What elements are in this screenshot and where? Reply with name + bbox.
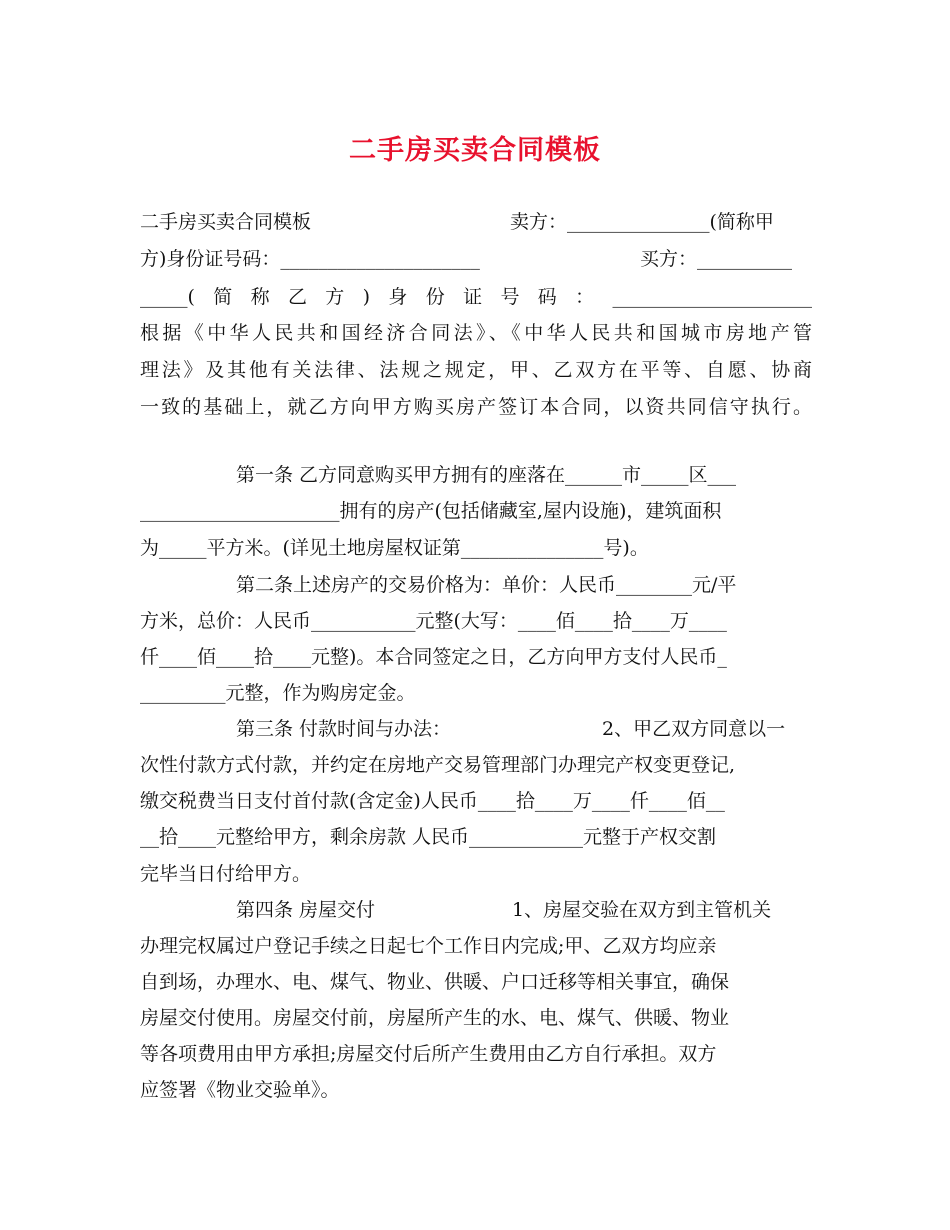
article-4-line-1	[236, 891, 812, 929]
article-4-line-6: 应签署《物业交验单》。	[140, 1079, 340, 1101]
doc-subtitle: 二手房买卖合同模板	[140, 211, 312, 233]
buyer-field: 买方：__________	[640, 248, 793, 270]
article-3-line-4: __拾____元整给甲方，剩余房款 人民币____________元整于产权交割	[140, 826, 717, 848]
article-1-line-1: 第一条 乙方同意购买甲方拥有的座落在______市_____区___	[236, 464, 737, 486]
article-4-line-3: 自到场，办理水、电、煤气、物业、供暖、户口迁移等相关事宜，确保	[140, 971, 730, 993]
article-1-line-3: 为_____平方米。(详见土地房屋权证第_______________号)。	[140, 537, 649, 559]
preamble-line-3: 一致的基础上，就乙方向甲方购买房产签订本合同，以资共同信守执行。	[140, 396, 812, 418]
article-4-line-2: 办理完权属过户登记手续之日起七个工作日内完成;甲、乙双方均应亲	[140, 935, 717, 957]
article-4-line-4: 房屋交付使用。房屋交付前，房屋所产生的水、电、煤气、供暖、物业	[140, 1007, 730, 1029]
article-3-clause-2-start: 2、甲乙双方同意以一	[602, 718, 786, 740]
article-3-line-5: 完毕当日付给甲方。	[140, 863, 312, 885]
document-title: 二手房买卖合同模板	[349, 135, 601, 166]
article-3-line-1	[236, 710, 812, 748]
article-2-line-1: 第二条上述房产的交易价格为：单价：人民币________元/平	[236, 574, 737, 596]
article-2-line-3: 仟____佰____拾____元整)。本合同签定之日，乙方向甲方支付人民币_	[140, 646, 727, 668]
article-2-line-2: 方米，总价：人民币___________元整(大写：____佰____拾____万____	[140, 610, 727, 632]
article-2-line-4: _________元整，作为购房定金。	[140, 682, 416, 704]
article-3-heading: 第三条 付款时间与办法：	[236, 718, 452, 740]
seller-field: 卖方：_______________(简称甲	[510, 211, 774, 233]
article-4-heading: 第四条 房屋交付	[236, 899, 376, 921]
article-3-line-3: 缴交税费当日支付首付款(含定金)人民币____拾____万____仟____佰__	[140, 790, 725, 812]
article-4-line-5: 等各项费用由甲方承担;房屋交付后所产生费用由乙方自行承担。双方	[140, 1043, 717, 1065]
article-1-line-2: _____________________拥有的房产(包括储藏室,屋内设施)，建筑面积	[140, 500, 722, 522]
party-line-1	[140, 203, 812, 241]
article-3-line-2: 次性付款方式付款，并约定在房地产交易管理部门办理完产权变更登记,	[140, 754, 736, 776]
preamble-line-2: 理法》及其他有关法律、法规之规定，甲、乙双方在平等、自愿、协商	[140, 359, 812, 381]
seller-id-field: 方)身份证号码：_____________________	[140, 248, 480, 270]
buyer-id-line: _____(简称乙方)身份证号码：_____________________	[140, 286, 812, 308]
preamble-line-1: 根据《中华人民共和国经济合同法》、《中华人民共和国城市房地产管	[140, 322, 812, 344]
article-4-clause-1-start: 1、房屋交验在双方到主管机关	[512, 899, 772, 921]
party-line-2	[140, 240, 812, 278]
